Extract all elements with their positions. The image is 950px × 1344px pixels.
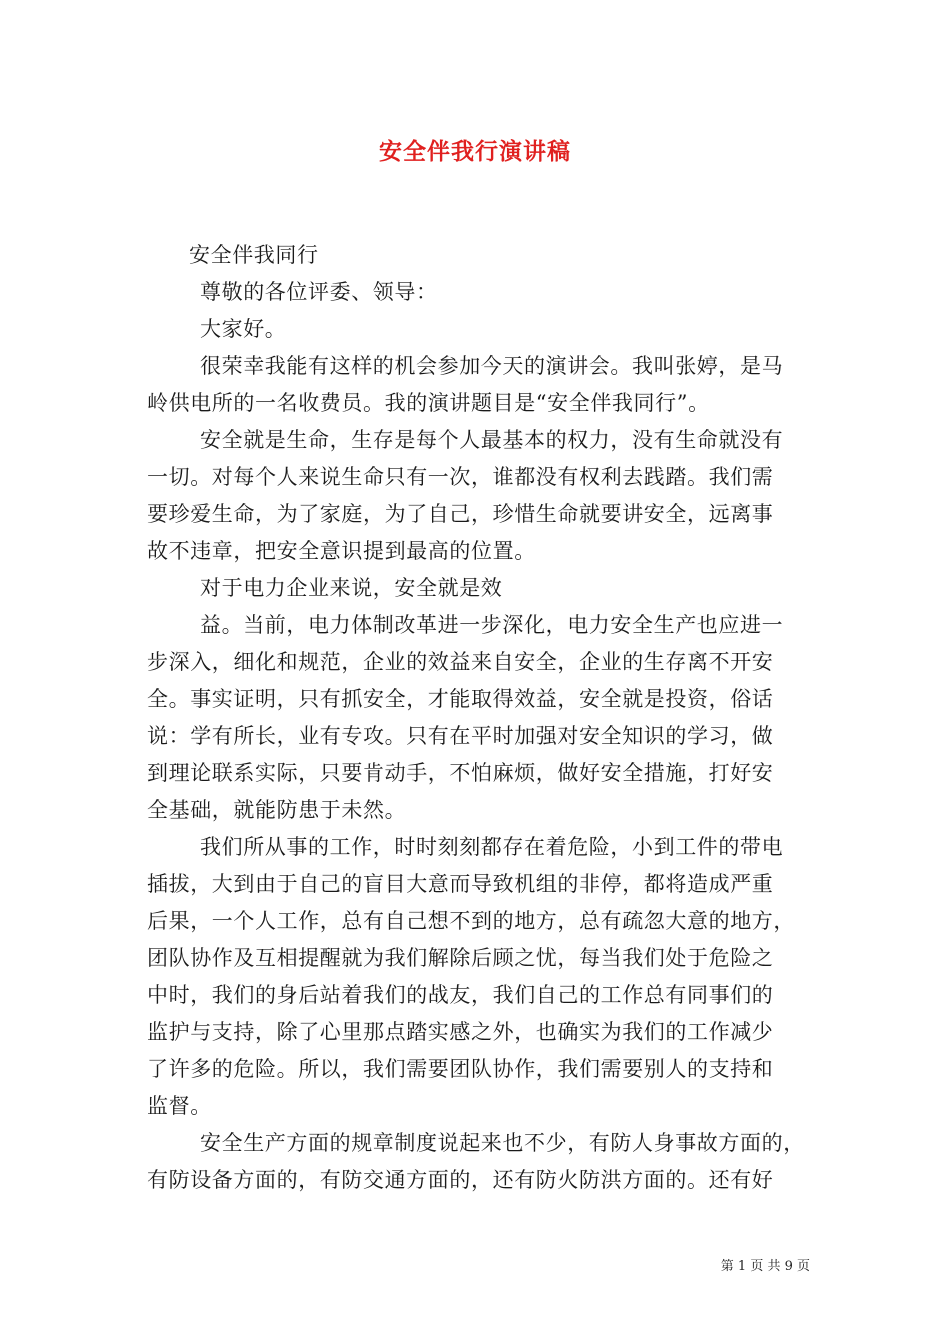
paragraph-line: 故不违章，把安全意识提到最高的位置。 [147, 539, 536, 563]
paragraph-line: 后果，一个人工作，总有自己想不到的地方，总有疏忽大意的地方， [147, 909, 795, 933]
paragraph-line: 益。当前，电力体制改革进一步深化，电力安全生产也应进一 [200, 613, 784, 637]
paragraph-line: 对于电力企业来说，安全就是效 [200, 576, 503, 600]
paragraph-line: 要珍爱生命，为了家庭，为了自己，珍惜生命就要讲安全，远离事 [147, 502, 774, 526]
paragraph-line: 全。事实证明，只有抓安全，才能取得效益，安全就是投资，俗话 [147, 687, 774, 711]
paragraph-line: 很荣幸我能有这样的机会参加今天的演讲会。我叫张婷，是马 [200, 354, 784, 378]
paragraph-line: 安全生产方面的规章制度说起来也不少，有防人身事故方面的， [200, 1131, 805, 1155]
paragraph-line: 团队协作及互相提醒就为我们解除后顾之忧，每当我们处于危险之 [147, 946, 774, 970]
paragraph-line: 有防设备方面的，有防交通方面的，还有防火防洪方面的。还有好 [147, 1168, 774, 1192]
paragraph-line: 监督。 [147, 1094, 212, 1118]
paragraph-line: 我们所从事的工作，时时刻刻都存在着危险，小到工件的带电 [200, 835, 784, 859]
paragraph-line: 到理论联系实际，只要肯动手，不怕麻烦，做好安全措施，打好安 [147, 761, 774, 785]
paragraph-line: 步深入，细化和规范，企业的效益来自安全，企业的生存离不开安 [147, 650, 774, 674]
page-number: 第 1 页 共 9 页 [720, 1259, 810, 1274]
document-title: 安全伴我行演讲稿 [379, 138, 571, 165]
paragraph-line: 监护与支持，除了心里那点踏实感之外，也确实为我们的工作减少 [147, 1020, 774, 1044]
paragraph-line: 岭供电所的一名收费员。我的演讲题目是“安全伴我同行”。 [147, 391, 710, 415]
salutation-line: 尊敬的各位评委、领导： [200, 280, 438, 304]
paragraph-line: 了许多的危险。所以，我们需要团队协作，我们需要别人的支持和 [147, 1057, 774, 1081]
paragraph-line: 一切。对每个人来说生命只有一次，谁都没有权利去践踏。我们需 [147, 465, 774, 489]
paragraph-line: 全基础，就能防患于未然。 [147, 798, 407, 822]
paragraph-line: 中时，我们的身后站着我们的战友，我们自己的工作总有同事们的 [147, 983, 774, 1007]
subtitle-line: 安全伴我同行 [189, 243, 319, 267]
paragraph-line: 插拔，大到由于自己的盲目大意而导致机组的非停，都将造成严重 [147, 872, 774, 896]
greeting-line: 大家好。 [200, 317, 287, 341]
paragraph-line: 安全就是生命，生存是每个人最基本的权力，没有生命就没有 [200, 428, 784, 452]
paragraph-line: 说：学有所长，业有专攻。只有在平时加强对安全知识的学习，做 [147, 724, 774, 748]
